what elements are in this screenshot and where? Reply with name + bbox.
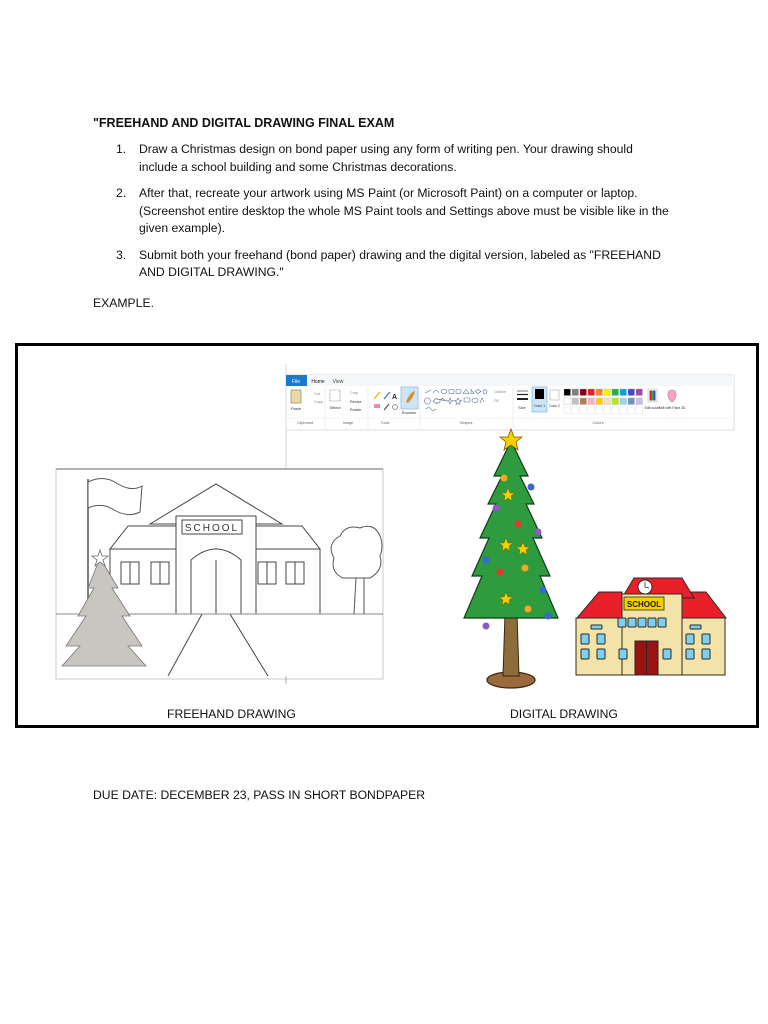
fill-label[interactable]: Fill xyxy=(494,399,499,403)
palette-swatch[interactable] xyxy=(588,389,595,396)
group-colors: Colors xyxy=(592,421,604,425)
palette-empty-swatch[interactable] xyxy=(604,407,611,414)
instruction-number: 2. xyxy=(116,186,127,200)
palette-empty-swatch[interactable] xyxy=(588,407,595,414)
instruction-item xyxy=(93,247,673,282)
palette-swatch[interactable] xyxy=(628,398,635,405)
due-date: DUE DATE: DECEMBER 23, PASS IN SHORT BONDPAPER xyxy=(93,788,426,802)
palette-empty-swatch[interactable] xyxy=(564,407,571,414)
palette-swatch[interactable] xyxy=(612,398,619,405)
palette-empty-swatch[interactable] xyxy=(620,407,627,414)
edit-colors-label[interactable]: Edit colors xyxy=(644,406,661,410)
palette-empty-swatch[interactable] xyxy=(628,407,635,414)
group-clipboard: Clipboard xyxy=(296,421,314,425)
copy-label[interactable]: Copy xyxy=(314,400,323,404)
exam-title: "FREEHAND AND DIGITAL DRAWING FINAL EXAM xyxy=(93,116,395,130)
palette-swatch[interactable] xyxy=(620,389,627,396)
outline-label[interactable]: Outline xyxy=(494,390,507,394)
palette-swatch[interactable] xyxy=(604,398,611,405)
palette-swatch[interactable] xyxy=(580,398,587,405)
palette-empty-swatch[interactable] xyxy=(572,407,579,414)
instruction-item xyxy=(93,141,673,176)
palette-empty-swatch[interactable] xyxy=(596,407,603,414)
paste-label[interactable]: Paste xyxy=(290,406,302,411)
palette-empty-swatch[interactable] xyxy=(580,407,587,414)
instruction-text: After that, recreate your artwork using MS Paint (or Microsoft Paint) on a computer or laptop. (Screenshot entire desktop the whole MS Paint tools and Settings above must be visible like in the given example). xyxy=(139,186,669,235)
size-label[interactable]: Size xyxy=(518,406,526,410)
select-label[interactable]: Select xyxy=(329,405,341,410)
palette-empty-swatch[interactable] xyxy=(612,407,619,414)
svg-text:A: A xyxy=(392,394,398,401)
palette-swatch[interactable] xyxy=(612,389,619,396)
paint-tab-file[interactable]: File xyxy=(291,379,301,385)
instruction-number: 1. xyxy=(116,142,127,156)
instruction-number: 3. xyxy=(116,247,127,262)
digital-drawing xyxy=(464,429,726,688)
instruction-list xyxy=(93,141,673,291)
group-image: Image xyxy=(342,421,354,425)
color1-label[interactable]: Color 1 xyxy=(534,404,545,408)
palette-swatch[interactable] xyxy=(604,389,611,396)
palette-swatch[interactable] xyxy=(628,389,635,396)
freehand-school-sign: SCHOOL xyxy=(184,523,240,534)
color2-label[interactable]: Color 2 xyxy=(549,404,560,408)
paint-tab-view[interactable]: View xyxy=(332,379,344,385)
color2-swatch[interactable] xyxy=(550,390,559,400)
group-tools: Tools xyxy=(380,421,390,425)
palette-swatch[interactable] xyxy=(564,398,571,405)
digital-caption: DIGITAL DRAWING xyxy=(510,707,618,721)
crop-label[interactable]: Crop xyxy=(350,391,359,395)
palette-swatch[interactable] xyxy=(596,389,603,396)
instruction-text: Submit both your freehand (bond paper) drawing and the digital version, labeled as "FREEHAND AND DIGITAL DRAWING." xyxy=(139,247,661,279)
resize-label[interactable]: Resize xyxy=(350,400,362,404)
palette-swatch[interactable] xyxy=(620,398,627,405)
palette-swatch[interactable] xyxy=(636,389,643,396)
paint-ribbon xyxy=(286,375,734,430)
example-label: EXAMPLE. xyxy=(93,296,154,310)
example-figure xyxy=(18,346,756,725)
palette-empty-swatch[interactable] xyxy=(636,407,643,414)
edit-paint3d-label[interactable]: Edit with Paint 3D xyxy=(658,406,686,410)
palette-swatch[interactable] xyxy=(572,389,579,396)
palette-swatch[interactable] xyxy=(564,389,571,396)
rotate-label[interactable]: Rotate xyxy=(350,408,362,412)
example-figure-frame xyxy=(15,343,759,728)
palette-swatch[interactable] xyxy=(580,389,587,396)
palette-swatch[interactable] xyxy=(588,398,595,405)
palette-swatch[interactable] xyxy=(636,398,643,405)
group-shapes: Shapes xyxy=(459,421,473,425)
palette-swatch[interactable] xyxy=(596,398,603,405)
digital-christmas-tree xyxy=(464,429,558,688)
paint-tab-home[interactable]: Home xyxy=(311,379,325,385)
instruction-item xyxy=(93,185,673,238)
palette-swatch[interactable] xyxy=(572,398,579,405)
freehand-caption: FREEHAND DRAWING xyxy=(167,707,296,721)
digital-school xyxy=(576,578,726,675)
paste-icon[interactable] xyxy=(291,390,301,403)
cut-label[interactable]: Cut xyxy=(314,392,320,396)
brushes-label[interactable]: Brushes xyxy=(402,411,416,415)
instruction-text: Draw a Christmas design on bond paper using any form of writing pen. Your drawing should include a school building and some Christmas decorations. xyxy=(139,142,633,174)
digital-school-sign: SCHOOL xyxy=(626,600,662,609)
